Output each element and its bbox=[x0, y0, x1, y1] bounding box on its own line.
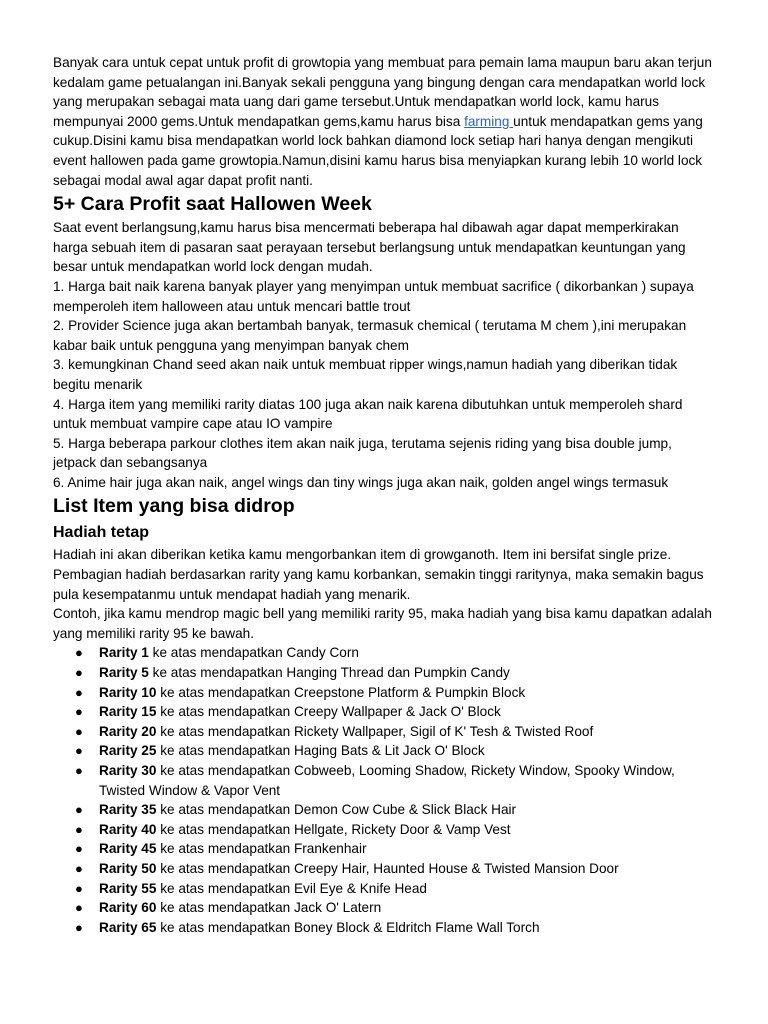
bullet-icon: ● bbox=[75, 645, 83, 661]
rarity-reward-text: ke atas mendapatkan Hanging Thread dan Pumpkin Candy bbox=[148, 665, 510, 681]
rarity-label: Rarity 50 bbox=[99, 860, 157, 876]
rarity-reward-text: ke atas mendapatkan Jack O' Latern bbox=[156, 900, 382, 916]
rarity-label: Rarity 5 bbox=[99, 665, 149, 681]
rarity-label: Rarity 60 bbox=[99, 900, 157, 916]
list-item bbox=[75, 741, 716, 761]
rarity-label: Rarity 65 bbox=[99, 919, 157, 935]
farming-link[interactable]: farming bbox=[464, 113, 514, 129]
rarity-reward-text: ke atas mendapatkan Candy Corn bbox=[148, 645, 359, 661]
rarity-label: Rarity 1 bbox=[99, 645, 149, 661]
bullet-icon: ● bbox=[75, 860, 83, 876]
bullet-icon: ● bbox=[75, 841, 83, 857]
bullet-icon: ● bbox=[75, 684, 83, 700]
bullet-icon: ● bbox=[75, 821, 83, 837]
section-profit-paragraph: Saat event berlangsung,kamu harus bisa mencermati beberapa hal dibawah agar dapat memperkirakan harga sebuah item di pasaran saat perayaan tersebut berlangsung untuk mendapatkan keuntungan yang besar untuk mendapatkan world lock dengan mudah. bbox=[53, 220, 686, 275]
rarity-label: Rarity 45 bbox=[99, 841, 157, 857]
rarity-reward-text: ke atas mendapatkan Haging Bats & Lit Jack O' Block bbox=[156, 743, 485, 759]
bullet-icon: ● bbox=[75, 880, 83, 896]
profit-tip-item: 5. Harga beberapa parkour clothes item akan naik juga, terutama sejenis riding yang bisa double jump, jetpack dan sebangsanya bbox=[53, 435, 672, 471]
rarity-label: Rarity 10 bbox=[99, 684, 157, 700]
example-paragraph: Contoh, jika kamu mendrop magic bell yang memiliki rarity 95, maka hadiah yang bisa kamu dapatkan adalah yang memiliki rarity 95 ke bawah. bbox=[53, 606, 712, 641]
rarity-label: Rarity 15 bbox=[99, 704, 157, 720]
rarity-reward-text: ke atas mendapatkan Cobweeb, Looming Shadow, Rickety Window, Spooky Window, Twisted Window & Vapor Vent bbox=[99, 763, 675, 798]
rarity-label: Rarity 20 bbox=[99, 723, 157, 739]
bullet-icon: ● bbox=[75, 723, 83, 739]
bullet-icon: ● bbox=[75, 704, 83, 720]
intro-text-before-link: Banyak cara untuk cepat untuk profit di growtopia yang membuat para pemain lama maupun baru akan terjun kedalam game petualangan ini.Banyak sekali pengguna yang bingung dengan cara mendapatkan world lock yang merupakan sebagai mata uang dari game tersebut.Untuk mendapatkan world lock, kamu harus mempunyai 2000 gems.Untuk mendapatkan gems,kamu harus bisa bbox=[53, 55, 712, 129]
section-heading-item-list: List Item yang bisa didrop bbox=[53, 495, 295, 518]
profit-tips-list bbox=[53, 277, 716, 493]
intro-text-after-link: untuk mendapatkan gems yang cukup.Disini kamu bisa mendapatkan world lock bahkan diamond lock setiap hari hanya dengan mengikuti event hallowen pada game growtopia.Namun,disini kamu harus bisa menyiapkan kurang lebih 10 world lock sebagai modal awal agar dapat profit nanti. bbox=[53, 113, 703, 188]
list-item bbox=[75, 879, 716, 899]
profit-tip-item: 2. Provider Science juga akan bertambah banyak, termasuk chemical ( terutama M chem ),ini merupakan kabar baik untuk pengguna yang menyimpan banyak chem bbox=[53, 318, 687, 353]
subheading-hadiah-tetap: Hadiah tetap bbox=[53, 524, 150, 542]
rarity-reward-text: ke atas mendapatkan Boney Block & Eldritch Flame Wall Torch bbox=[156, 919, 540, 935]
bullet-icon: ● bbox=[75, 919, 83, 935]
rarity-reward-text: ke atas mendapatkan Evil Eye & Knife Head bbox=[156, 880, 427, 896]
profit-tip-item: 1. Harga bait naik karena banyak player yang menyimpan untuk membuat sacrifice ( dikorbankan ) supaya memperoleh item halloween atau untuk mencari battle trout bbox=[53, 278, 694, 314]
rarity-label: Rarity 40 bbox=[99, 821, 157, 837]
list-item bbox=[75, 820, 716, 840]
rarity-reward-text: ke atas mendapatkan Creepy Hair, Haunted House & Twisted Mansion Door bbox=[156, 860, 619, 876]
profit-tip-item: 3. kemungkinan Chand seed akan naik untuk membuat ripper wings,namun hadiah yang diberikan tidak begitu menarik bbox=[53, 357, 678, 392]
rarity-label: Rarity 30 bbox=[99, 763, 157, 778]
profit-tip-item: 6. Anime hair juga akan naik, angel wings dan tiny wings juga akan naik, golden angel wings termasuk bbox=[53, 474, 669, 490]
list-item bbox=[75, 918, 716, 938]
rarity-reward-text: ke atas mendapatkan Hellgate, Rickety Door & Vamp Vest bbox=[156, 821, 511, 837]
list-item bbox=[75, 643, 716, 663]
rarity-label: Rarity 35 bbox=[99, 802, 157, 818]
rarity-reward-text: ke atas mendapatkan Rickety Wallpaper, Sigil of K' Tesh & Twisted Roof bbox=[156, 723, 594, 739]
list-item bbox=[75, 702, 716, 722]
list-item bbox=[75, 683, 716, 703]
rarity-reward-text: ke atas mendapatkan Demon Cow Cube & Slick Black Hair bbox=[156, 802, 517, 818]
list-item bbox=[75, 722, 716, 742]
rarity-reward-text: ke atas mendapatkan Creepstone Platform & Pumpkin Block bbox=[156, 684, 526, 700]
rarity-label: Rarity 55 bbox=[99, 880, 157, 896]
rarity-reward-text: ke atas mendapatkan Creepy Wallpaper & Jack O' Block bbox=[156, 704, 501, 720]
list-item bbox=[75, 839, 716, 859]
rarity-label: Rarity 25 bbox=[99, 743, 157, 759]
bullet-icon: ● bbox=[75, 802, 83, 818]
rarity-reward-text: ke atas mendapatkan Frankenhair bbox=[156, 841, 367, 857]
bullet-icon: ● bbox=[75, 763, 83, 778]
intro-paragraph bbox=[53, 53, 716, 190]
list-item bbox=[75, 761, 716, 800]
hadiah-tetap-paragraph: Hadiah ini akan diberikan ketika kamu mengorbankan item di growganoth. Item ini bersifat single prize. Pembagian hadiah berdasarkan rarity yang kamu korbankan, semakin tinggi raritynya, maka semakin bagus pula kesempatanmu untuk mendapat hadiah yang menarik. bbox=[53, 547, 704, 602]
profit-tip-item: 4. Harga item yang memiliki rarity diatas 100 juga akan naik karena dibutuhkan untuk memperoleh shard untuk membuat vampire cape atau IO vampire bbox=[53, 396, 683, 432]
bullet-icon: ● bbox=[75, 743, 83, 759]
bullet-icon: ● bbox=[75, 665, 83, 681]
section-heading-profit: 5+ Cara Profit saat Hallowen Week bbox=[53, 193, 372, 216]
list-item bbox=[75, 663, 716, 683]
rarity-reward-list bbox=[53, 643, 716, 937]
list-item bbox=[75, 859, 716, 879]
list-item bbox=[75, 800, 716, 820]
bullet-icon: ● bbox=[75, 900, 83, 916]
list-item bbox=[75, 898, 716, 918]
